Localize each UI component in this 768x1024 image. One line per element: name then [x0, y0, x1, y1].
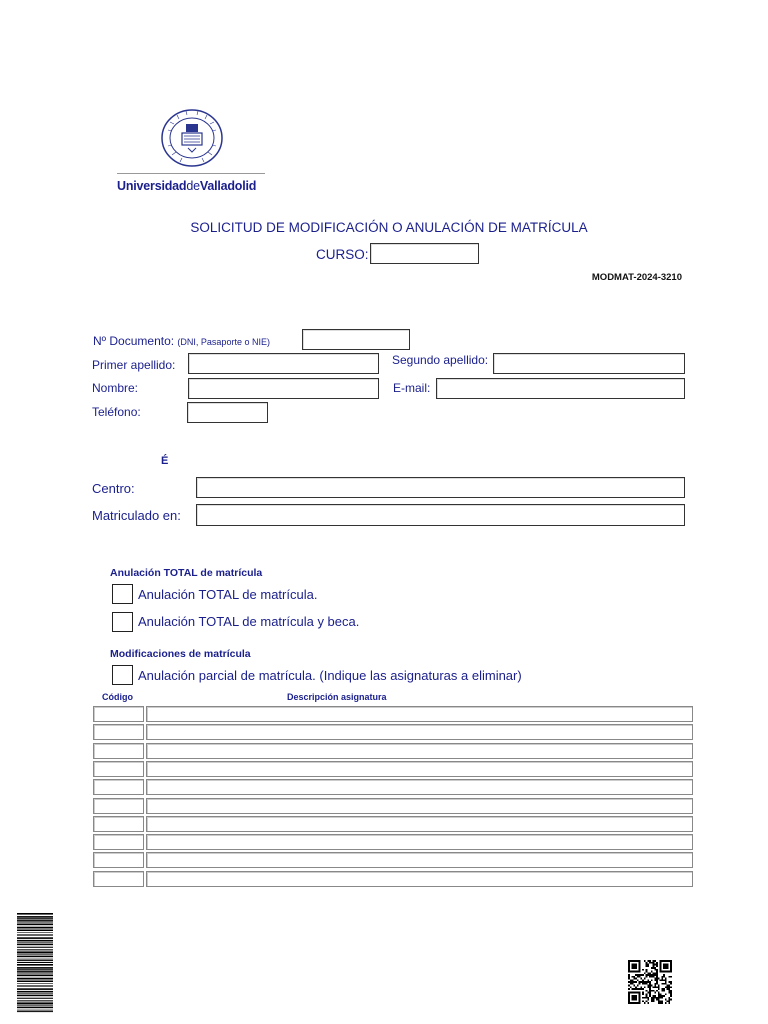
university-seal-logo	[160, 108, 224, 168]
anulacion-total-beca-checkbox[interactable]	[112, 612, 133, 632]
email-input[interactable]	[436, 378, 685, 399]
document-code: MODMAT-2024-3210	[591, 272, 682, 283]
section-marker: É	[161, 455, 169, 467]
codigo-cell[interactable]	[93, 798, 144, 814]
university-name: UniversidaddeValladolid	[117, 179, 257, 193]
anulacion-parcial-checkbox[interactable]	[112, 665, 133, 685]
segundo-apellido-input[interactable]	[493, 353, 685, 374]
codigo-cell[interactable]	[93, 834, 144, 850]
col-codigo-header: Código	[102, 692, 133, 702]
anulacion-parcial-label: Anulación parcial de matrícula. (Indique las asignaturas a eliminar)	[138, 668, 522, 683]
email-label: E-mail:	[393, 381, 431, 395]
telefono-input[interactable]	[187, 402, 268, 423]
primer-apellido-label: Primer apellido:	[92, 358, 176, 372]
codigo-cell[interactable]	[93, 743, 144, 759]
anulacion-total-heading: Anulación TOTAL de matrícula	[110, 567, 263, 579]
qr-code-image	[628, 960, 672, 1004]
anulacion-total-label: Anulación TOTAL de matrícula.	[138, 587, 318, 602]
telefono-label: Teléfono:	[92, 405, 141, 419]
codigo-cell[interactable]	[93, 871, 144, 887]
nombre-input[interactable]	[188, 378, 379, 399]
barcode-image	[17, 913, 53, 1013]
descripcion-cell[interactable]	[146, 724, 693, 740]
descripcion-cell[interactable]	[146, 706, 693, 722]
logo-divider	[117, 173, 265, 174]
descripcion-cell[interactable]	[146, 798, 693, 814]
col-descripcion-header: Descripción asignatura	[287, 692, 387, 702]
form-title: SOLICITUD DE MODIFICACIÓN O ANULACIÓN DE MATRÍCULA	[190, 220, 588, 235]
descripcion-cell[interactable]	[146, 743, 693, 759]
descripcion-cell[interactable]	[146, 834, 693, 850]
doc-number-label: Nº Documento: (DNI, Pasaporte o NIE)	[93, 334, 270, 348]
centro-label: Centro:	[92, 481, 135, 496]
codigo-cell[interactable]	[93, 779, 144, 795]
centro-input[interactable]	[196, 477, 685, 498]
anulacion-total-checkbox[interactable]	[112, 584, 133, 604]
segundo-apellido-label: Segundo apellido:	[392, 353, 489, 367]
anulacion-total-beca-label: Anulación TOTAL de matrícula y beca.	[138, 614, 360, 629]
curso-label: CURSO:	[316, 247, 369, 262]
codigo-cell[interactable]	[93, 724, 144, 740]
codigo-cell[interactable]	[93, 852, 144, 868]
matriculado-input[interactable]	[196, 504, 685, 526]
codigo-cell[interactable]	[93, 706, 144, 722]
nombre-label: Nombre:	[92, 381, 139, 395]
descripcion-cell[interactable]	[146, 852, 693, 868]
primer-apellido-input[interactable]	[188, 353, 379, 374]
matriculado-label: Matriculado en:	[92, 508, 181, 523]
descripcion-cell[interactable]	[146, 761, 693, 777]
modificaciones-heading: Modificaciones de matrícula	[110, 648, 251, 660]
curso-input[interactable]	[370, 243, 479, 264]
descripcion-cell[interactable]	[146, 779, 693, 795]
descripcion-cell[interactable]	[146, 871, 693, 887]
doc-number-input[interactable]	[302, 329, 410, 350]
descripcion-cell[interactable]	[146, 816, 693, 832]
codigo-cell[interactable]	[93, 816, 144, 832]
codigo-cell[interactable]	[93, 761, 144, 777]
